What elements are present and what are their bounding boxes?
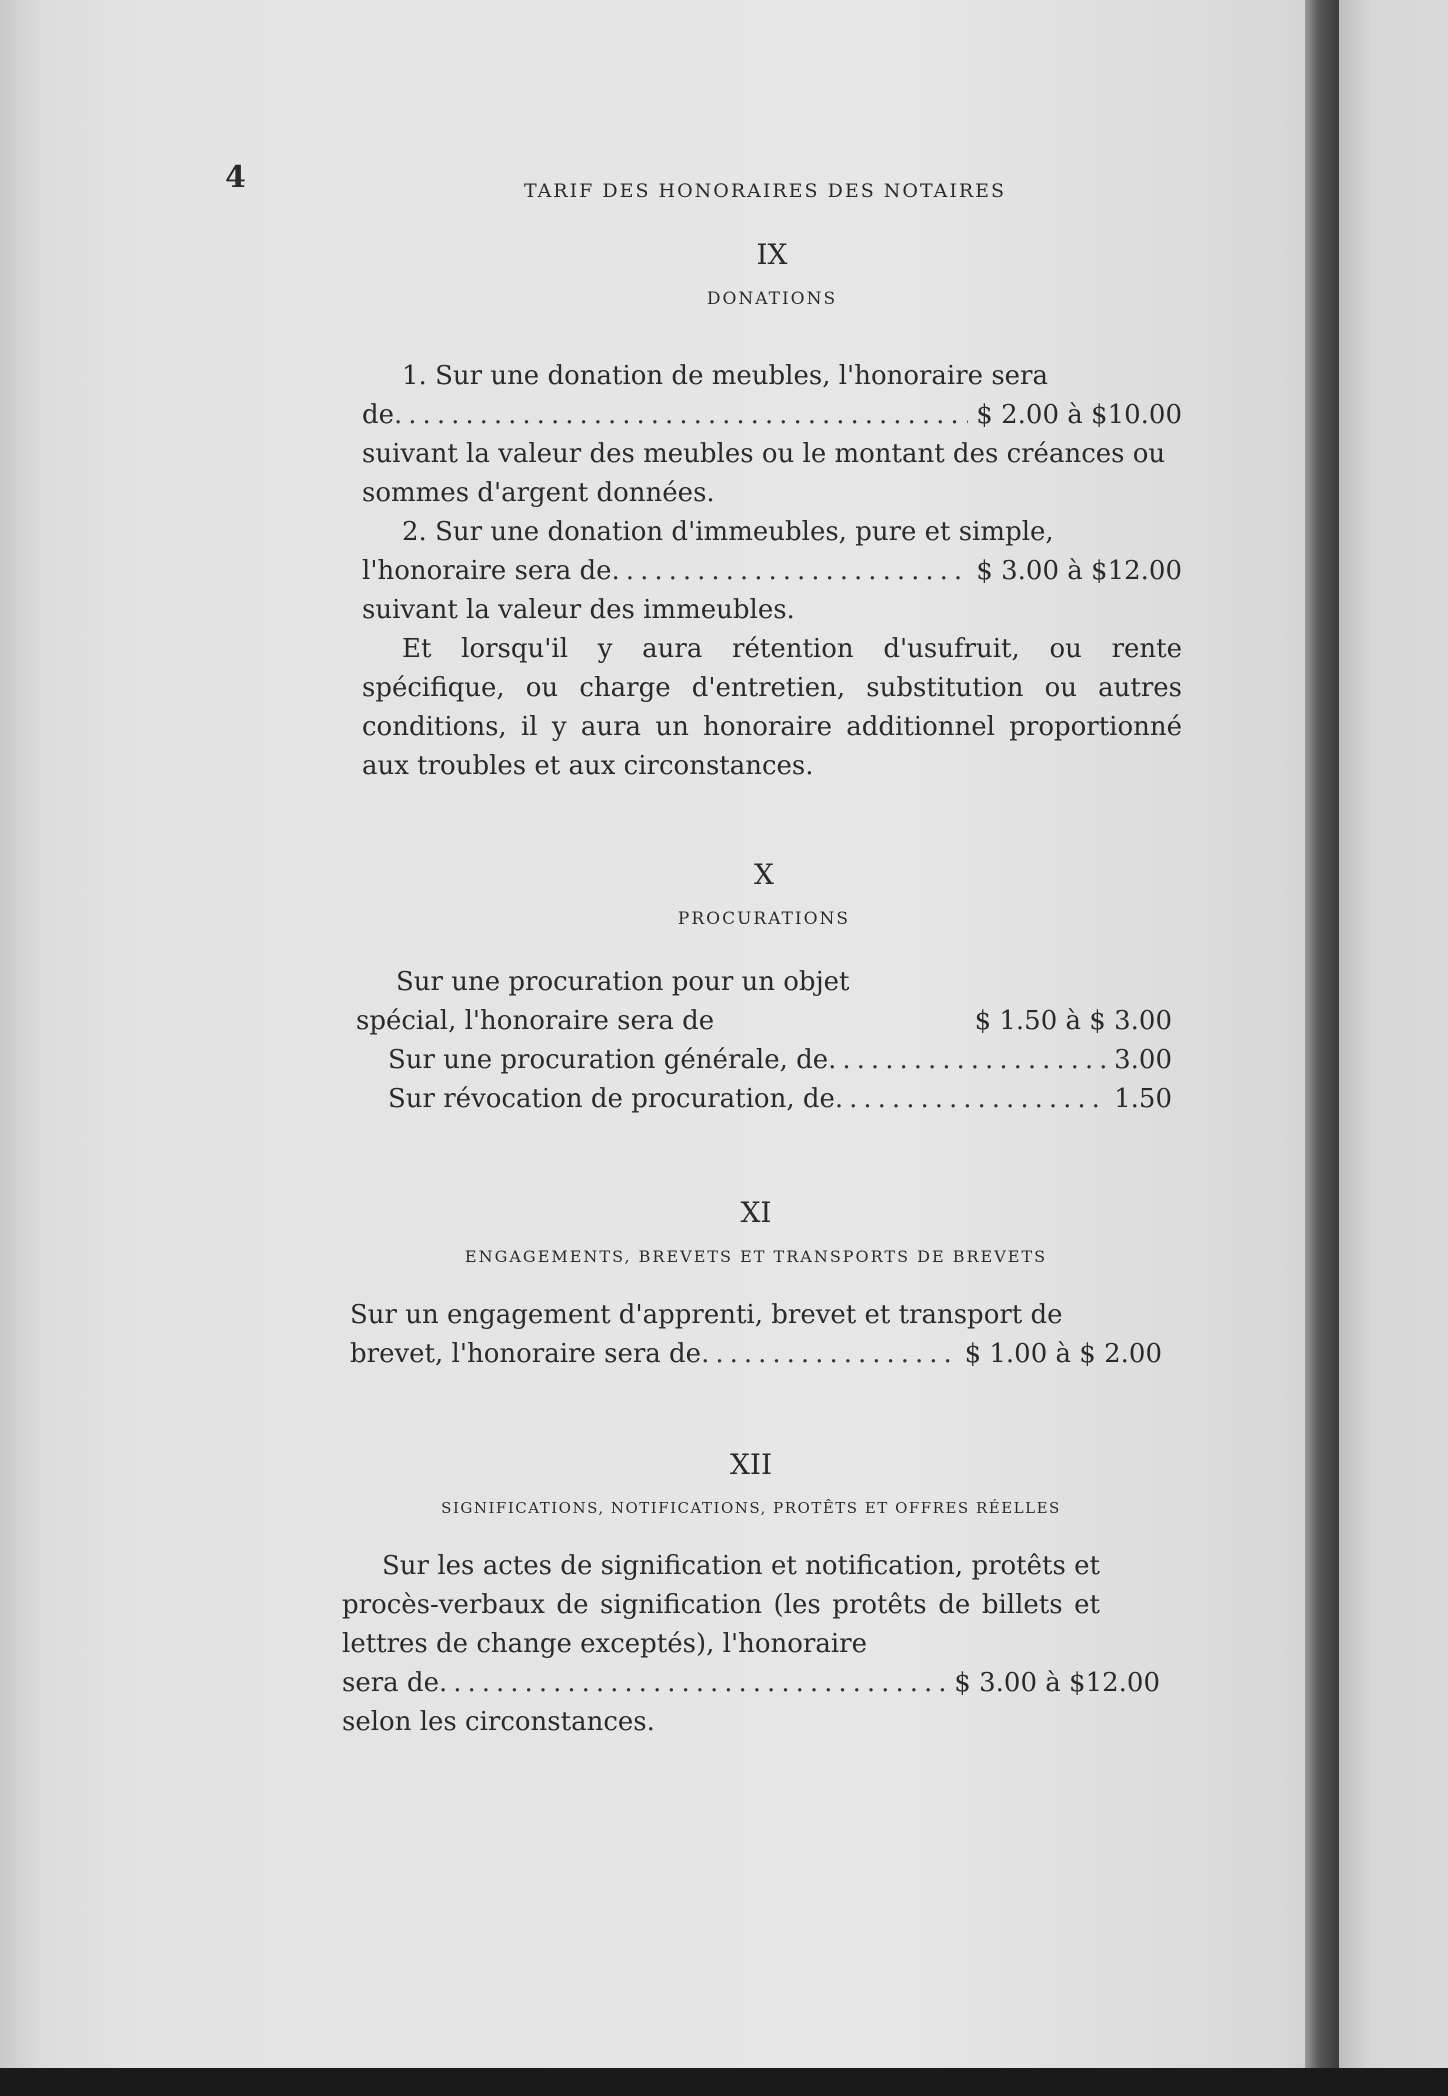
dot-leader <box>612 552 969 591</box>
dot-leader <box>828 1041 1106 1080</box>
fee-amount: 3.00 <box>1114 1045 1172 1075</box>
page-edge <box>1305 0 1339 2068</box>
fee-amount: $ 3.00 à $12.00 <box>976 556 1182 586</box>
fee-amount: 1.50 <box>1114 1084 1172 1114</box>
fee-amount: $ 1.00 à $ 2.00 <box>964 1339 1162 1369</box>
section-title: ENGAGEMENTS, BREVETS ET TRANSPORTS DE BREVETS <box>464 1247 1048 1266</box>
paragraph: 1. Sur une donation de meubles, l'honoraire sera <box>402 361 1048 391</box>
fee-amount: $ 2.00 à $10.00 <box>976 400 1182 430</box>
section-x <box>356 858 1172 1119</box>
section-numeral: XI <box>740 1196 772 1229</box>
section-xii <box>342 1448 1160 1742</box>
paragraph: selon les circonstances. <box>342 1707 655 1737</box>
fee-line <box>342 1664 1160 1703</box>
scan-bottom-border <box>0 2068 1448 2096</box>
paragraph: suivant la valeur des meubles ou le montant des créances ou sommes d'argent données. <box>362 439 1166 508</box>
running-title: TARIF DES HONORAIRES DES NOTAIRES <box>523 180 1007 202</box>
paragraph: 2. Sur une donation d'immeubles, pure et simple, <box>402 517 1054 547</box>
paragraph: Sur une procuration pour un objet spécial, l'honoraire sera de <box>356 967 850 1036</box>
fee-amount: $ 3.00 à $12.00 <box>954 1668 1160 1698</box>
section-xi <box>350 1196 1162 1374</box>
paragraph: Sur un engagement d'apprenti, brevet et transport de <box>350 1300 1063 1330</box>
fee-line-label: Sur une procuration générale, de <box>388 1045 829 1075</box>
fee-line <box>362 552 1182 591</box>
dot-leader <box>439 1664 946 1703</box>
fee-line <box>356 1041 1172 1080</box>
dot-leader <box>701 1335 957 1374</box>
fee-line-label: de <box>362 400 395 430</box>
dot-leader <box>394 396 968 435</box>
section-title: PROCURATIONS <box>677 909 851 929</box>
section-numeral: XII <box>729 1448 773 1481</box>
fee-line-label: Sur révocation de procuration, de <box>388 1084 835 1114</box>
fee-amount: $ 1.50 à $ 3.00 <box>974 1006 1172 1036</box>
page-header <box>225 160 1065 200</box>
paragraph: suivant la valeur des immeubles. <box>362 595 795 625</box>
fee-line <box>356 1080 1172 1119</box>
fee-line <box>350 1335 1162 1374</box>
fee-line-label: l'honoraire sera de <box>362 556 612 586</box>
fee-line-label: sera de <box>342 1668 439 1698</box>
page-number: 4 <box>225 160 246 195</box>
fee-line-label: brevet, l'honoraire sera de <box>350 1339 702 1369</box>
dot-leader <box>835 1080 1106 1119</box>
facing-page-strip <box>1339 0 1448 2096</box>
section-title: DONATIONS <box>706 289 838 309</box>
section-ix <box>362 238 1182 786</box>
paragraph: Sur les actes de signification et notification, protêts et procès-verbaux de signification (les protêts de billets et lettres de change exceptés), l'honoraire <box>342 1551 1100 1659</box>
section-numeral: X <box>754 858 774 891</box>
section-numeral: IX <box>756 238 788 271</box>
fee-line <box>362 396 1182 435</box>
section-title: SIGNIFICATIONS, NOTIFICATIONS, PROTÊTS ET OFFRES RÉELLES <box>441 1499 1061 1517</box>
paragraph: Et lorsqu'il y aura rétention d'usufruit, ou rente spécifique, ou charge d'entretien, substitution ou autres conditions, il y aura un honoraire additionnel proportionné aux troubles et aux circonstances. <box>362 634 1182 781</box>
